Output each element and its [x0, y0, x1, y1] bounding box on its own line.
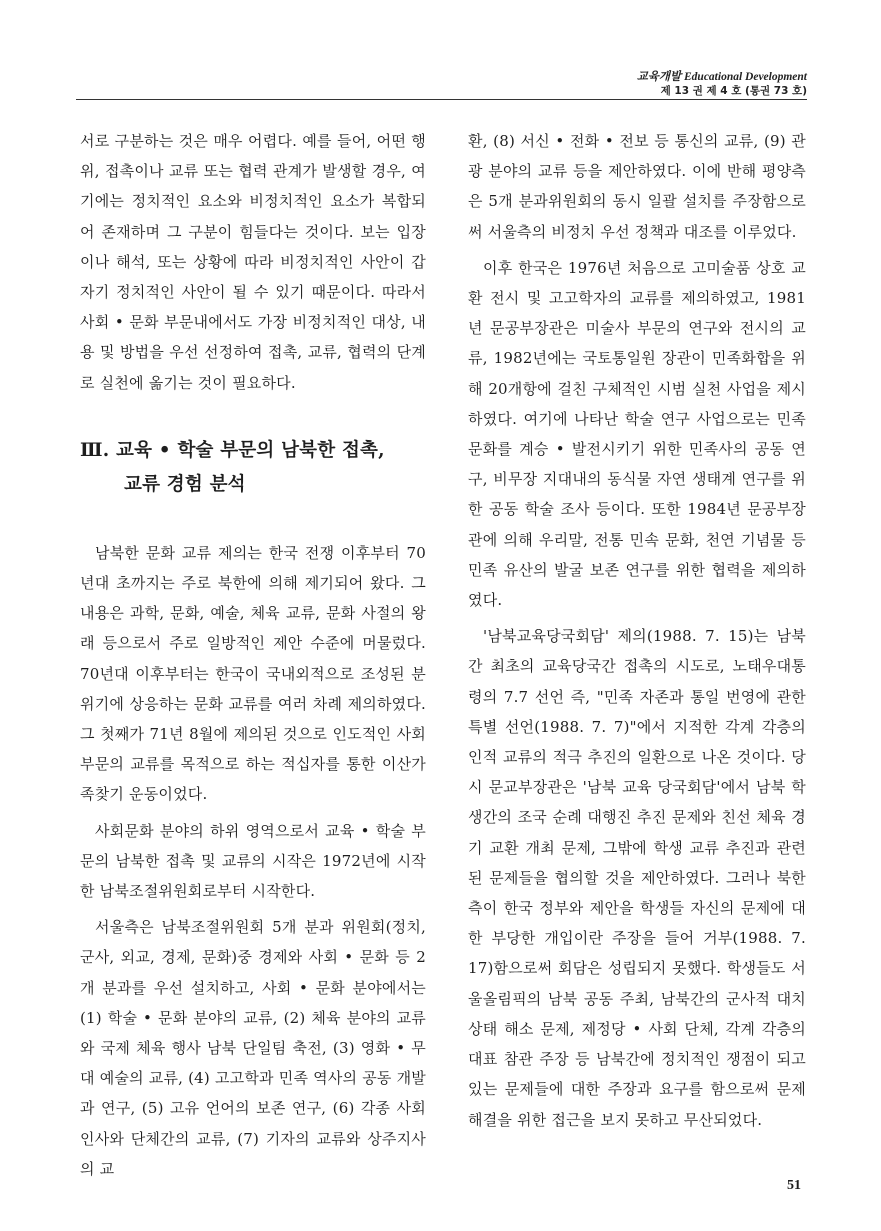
left-column: [80, 126, 426, 1184]
section-heading-line2: 교류 경험 분석: [124, 473, 246, 495]
paragraph: 서로 구분하는 것은 매우 어렵다. 예를 들어, 어떤 행위, 접촉이나 교류 또는 협력 관계가 발생할 경우, 여기에는 정치적인 요소와 비정치적인 요소가 복합되어 존재하며 그 구분이 힘들다는 것이다. 보는 입장이나 해석, 또는 상황에 따라 비정치적인 사안이 갑자기 정치적인 사안이 될 수 있기 때문이다. 따라서 사회 • 문화 부문내에서도 가장 비정치적인 대상, 내용 및 방법을 우선 선정하여 접촉, 교류, 협력의 단계로 실천에 옮기는 것이 필요하다.: [80, 132, 426, 392]
issue-info: 제 13 권 제 4 호 (통권 73 호): [660, 85, 807, 97]
section-heading-line1: Ⅲ. 교육 • 학술 부문의 남북한 접촉,: [80, 439, 385, 461]
paragraph: 이후 한국은 1976년 처음으로 고미술품 상호 교환 전시 및 고고학자의 교류를 제의하였고, 1981년 문공부장관은 미술사 부문의 연구와 전시의 교류, 1982년에는 국토통일원 장관이 민족화합을 위해 20개항에 걸친 구체적인 시범 실천 사업을 제시하였다. 여기에 나타난 학술 연구 사업으로는 민족 문화를 계승 • 발전시키기 위한 민족사의 공동 연구, 비무장 지대내의 동식물 자연 생태계 연구를 위한 공동 학술 조사 등이다. 또한 1984년 문공부장관에 의해 우리말, 전통 민속 문화, 천연 기념물 등 민족 유산의 발굴 보존 연구를 위한 협력을 제의하였다.: [468, 258, 806, 610]
header-rule: [76, 99, 807, 100]
paragraph: '남북교육당국회담' 제의(1988. 7. 15)는 남북간 최초의 교육당국간 접촉의 시도로, 노태우대통령의 7.7 선언 즉, "민족 자존과 통일 번영에 관한 특별 선언(1988. 7. 7)"에서 지적한 각계 각층의 인적 교류의 적극 추진의 일환으로 나온 것이다. 당시 문교부장관은 '남북 교육 당국회담'에서 남북 학생간의 조국 순례 대행진 추진 문제와 친선 체육 경기 교환 개최 문제, 그밖에 학생 교류 추진과 관련된 문제들을 협의할 것을 제안하였다. 그러나 북한측이 한국 정부와 제안을 학생들 자신의 문제에 대한 부당한 개입이란 주장을 들어 거부(1988. 7. 17)함으로써 회담은 성립되지 못했다. 학생들도 서울올림픽의 남북 공동 주최, 남북간의 군사적 대치 상태 해소 문제, 제정당 • 사회 단체, 각계 각층의 대표 참관 주장 등 남북간에 정치적인 쟁점이 되고 있는 문제들에 대한 주장과 요구를 함으로써 문제 해결을 위한 접근을 보지 못하고 무산되었다.: [468, 627, 806, 1129]
paragraph: 남북한 문화 교류 제의는 한국 전쟁 이후부터 70년대 초까지는 주로 북한에 의해 제기되어 왔다. 그 내용은 과학, 문화, 예술, 체육 교류, 문화 사절의 왕래 등으로서 주로 일방적인 제안 수준에 머물렀다. 70년대 이후부터는 한국이 국내외적으로 조성된 분위기에 상응하는 문화 교류를 여러 차례 제의하였다. 그 첫째가 71년 8월에 제의된 것으로 인도적인 사회 부문의 교류를 목적으로 하는 적십자를 통한 이산가족찾기 운동이었다.: [80, 543, 426, 804]
paragraph: 서울측은 남북조절위원회 5개 분과 위원회(정치, 군사, 외교, 경제, 문화)중 경제와 사회 • 문화 등 2개 분과를 우선 설치하고, 사회 • 문화 분야에서는 (1) 학술 • 문화 분야의 교류, (2) 체육 분야의 교류와 국제 체육 행사 남북 단일팀 축전, (3) 영화 • 무대 예술의 교류, (4) 고고학과 민족 역사의 공동 개발과 연구, (5) 고유 언어의 보존 연구, (6) 각종 사회 인사와 단체간의 교류, (7) 기자의 교류와 상주지사의 교: [80, 918, 426, 1178]
section-heading: [80, 434, 426, 502]
right-column: [468, 126, 806, 1135]
page-number: 51: [787, 1178, 801, 1193]
paragraph: 사회문화 분야의 하위 영역으로서 교육 • 학술 부문의 남북한 접촉 및 교류의 시작은 1972년에 시작한 남북조절위원회로부터 시작한다.: [80, 821, 426, 901]
running-header: [637, 70, 807, 98]
journal-title: 교육개발 Educational Development: [636, 71, 807, 83]
paragraph: 환, (8) 서신 • 전화 • 전보 등 통신의 교류, (9) 관광 분야의 교류 등을 제안하였다. 이에 반해 평양측은 5개 분과위원회의 동시 일괄 설치를 주장함으로써 서울측의 비정치 우선 정책과 대조를 이루었다.: [468, 132, 806, 241]
